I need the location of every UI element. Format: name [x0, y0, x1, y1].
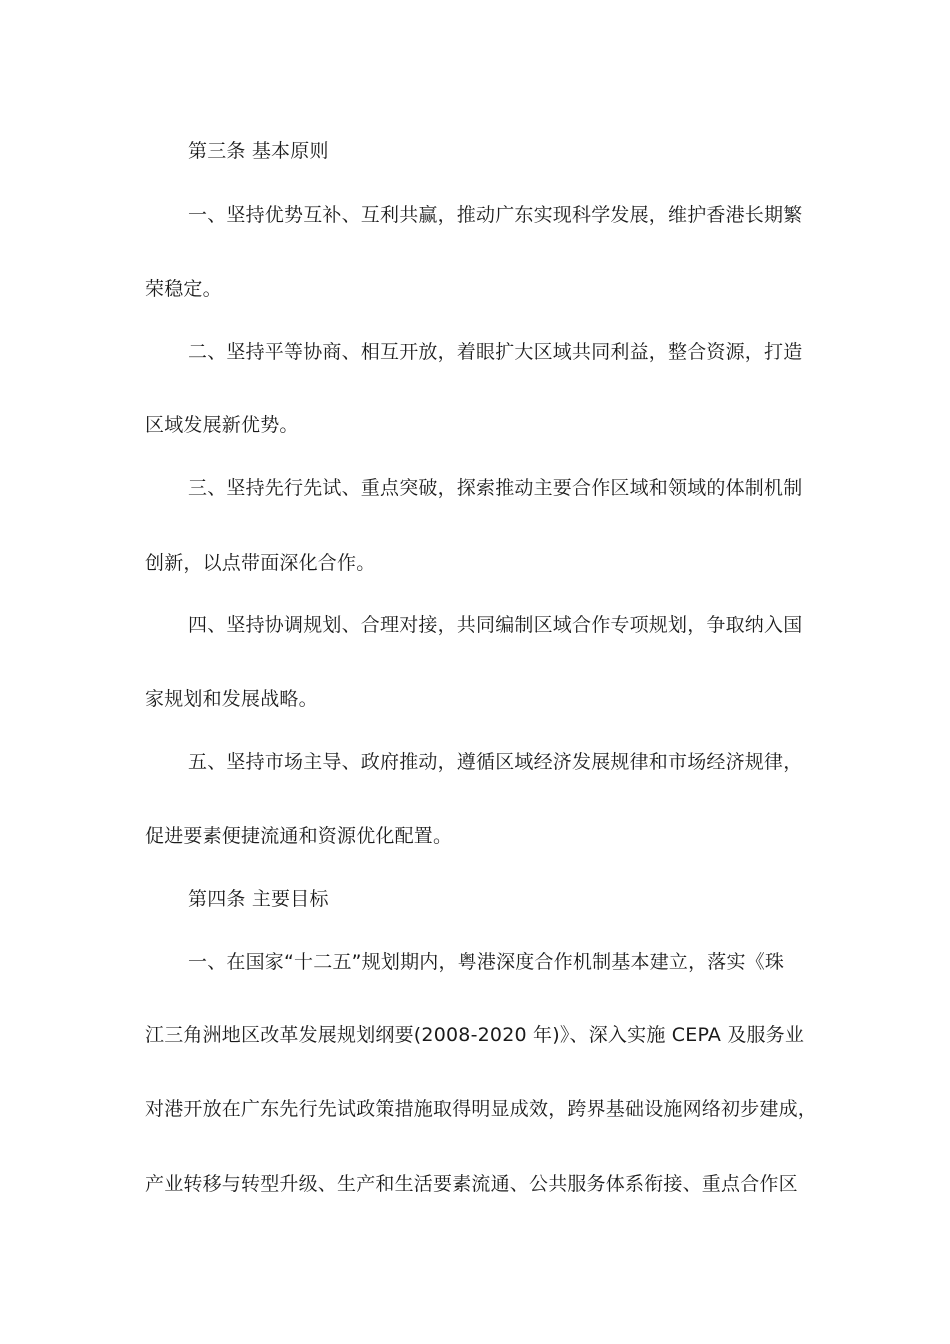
- article-3-item-3-line-2: 创新，以点带面深化合作。: [145, 552, 376, 574]
- article-3-item-4-line-2: 家规划和发展战略。: [145, 688, 318, 710]
- article-3-item-5-line-1: 五、坚持市场主导、政府推动，遵循区域经济发展规律和市场经济规律，: [188, 751, 803, 773]
- article-4-item-1-line-4: 产业转移与转型升级、生产和生活要素流通、公共服务体系衔接、重点合作区: [145, 1173, 798, 1195]
- article-4-item-1-line-3: 对港开放在广东先行先试政策措施取得明显成效，跨界基础设施网络初步建成，: [145, 1098, 818, 1120]
- article-3-item-1-line-2: 荣稳定。: [145, 278, 222, 300]
- article-3-item-5-line-2: 促进要素便捷流通和资源优化配置。: [145, 825, 453, 847]
- article-3-item-2-line-2: 区域发展新优势。: [145, 414, 299, 436]
- article-4-item-1-line-2: 江三角洲地区改革发展规划纲要(2008-2020 年)》、深入实施 CEPA 及服务业: [145, 1024, 805, 1046]
- article-3-item-1-line-1: 一、坚持优势互补、互利共赢，推动广东实现科学发展，维护香港长期繁: [188, 204, 803, 226]
- article-3-item-4-line-1: 四、坚持协调规划、合理对接，共同编制区域合作专项规划，争取纳入国: [188, 614, 803, 636]
- article-4-item-1-line-1: 一、在国家“十二五”规划期内，粤港深度合作机制基本建立，落实《珠: [188, 951, 785, 973]
- article-3-item-2-line-1: 二、坚持平等协商、相互开放，着眼扩大区域共同利益，整合资源，打造: [188, 341, 803, 363]
- article-4-heading: 第四条 主要目标: [188, 888, 329, 910]
- article-3-heading: 第三条 基本原则: [188, 140, 329, 162]
- article-3-item-3-line-1: 三、坚持先行先试、重点突破，探索推动主要合作区域和领域的体制机制: [188, 477, 803, 499]
